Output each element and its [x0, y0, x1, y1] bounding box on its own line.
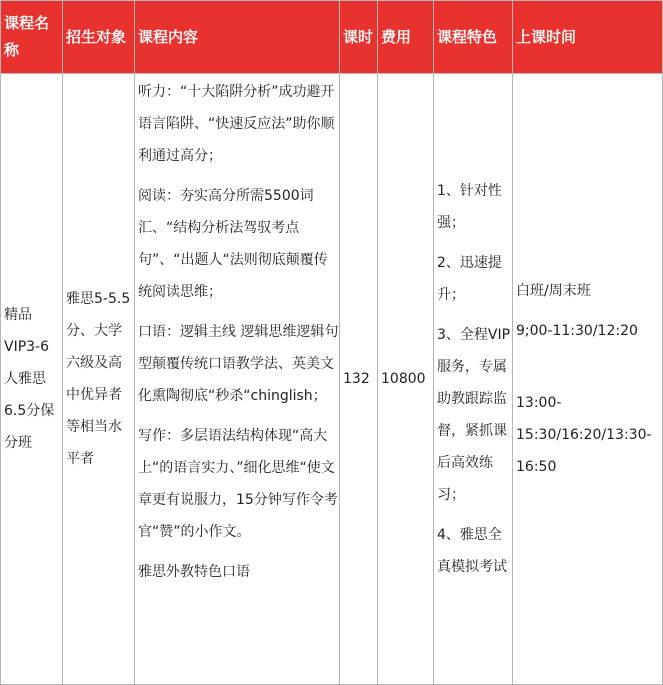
header-fee: 费用: [378, 1, 434, 74]
header-features: 课程特色: [434, 1, 513, 74]
features-cell: [434, 74, 513, 685]
content-oral: 雅思外教特色口语: [138, 564, 250, 580]
content-reading: 阅读：夯实高分所需5500词汇、“结构分析法驾驭考点句”、“出题人“法则彻底颠覆传统阅读思维；: [138, 188, 328, 300]
content-speaking: 口语：逻辑主线 逻辑思维逻辑句型颠覆传统口语教学法、英美文化熏陶彻底“秒杀“chinglish；: [138, 324, 339, 404]
time-title: 白班/周末班: [516, 283, 591, 299]
header-course-name: 课程名称: [1, 1, 63, 74]
content-writing: 写作：多层语法结构体现“高大上“的语言实力、”细化思维“使文章更有说服力，15分钟写作令考官“赞”的小作文。: [138, 428, 338, 540]
header-row: [1, 1, 663, 74]
content-cell: [135, 74, 340, 685]
time-cell: [513, 74, 663, 685]
time-slot-2: 13:00-15:30/16:20/13:30-16:50: [516, 395, 652, 475]
feature-4: 4、雅思全真模拟考试: [437, 527, 507, 575]
feature-2: 2、迅速提升；: [437, 255, 502, 303]
hours-cell: 132: [340, 74, 378, 685]
header-hours: 课时: [340, 1, 378, 74]
fee-cell: 10800: [378, 74, 434, 685]
header-time: 上课时间: [513, 1, 663, 74]
header-target: 招生对象: [63, 1, 135, 74]
content-listening: 听力：“十大陷阱分析”成功避开语言陷阱、“快速反应法”助你顺利通过高分；: [138, 84, 335, 164]
time-slot-1: 9;00-11:30/12:20: [516, 323, 638, 339]
feature-3: 3、全程VIP服务，专属助教跟踪监督，紧抓课后高效练习；: [437, 327, 511, 503]
header-content: 课程内容: [135, 1, 340, 74]
course-name-cell: 精品VIP3-6人雅思6.5分保分班: [1, 74, 63, 685]
feature-1: 1、针对性强；: [437, 183, 502, 231]
table-row: [1, 74, 663, 685]
target-cell: 雅思5-5.5分、大学六级及高中优异者等相当水平者: [63, 74, 135, 685]
